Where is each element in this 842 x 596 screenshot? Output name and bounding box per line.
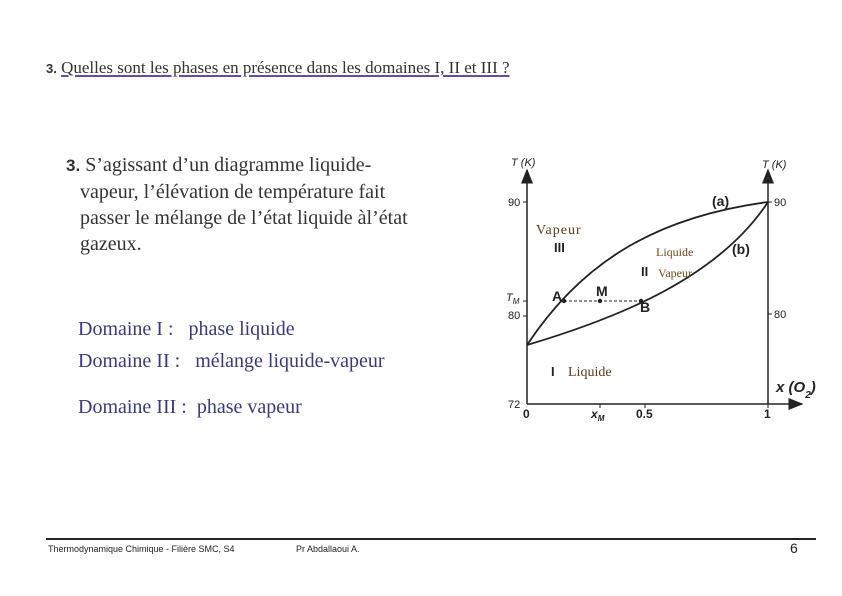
phase-diagram	[498, 148, 842, 438]
y-left-label: T (K)	[511, 157, 536, 169]
y-right-label: T (K)	[762, 159, 787, 171]
answer-line-3: passer le mélange de l’état liquide àl’état	[80, 207, 408, 229]
point-a-label: A	[552, 288, 563, 304]
tick-label-right-80: 80	[774, 309, 787, 321]
question-heading	[46, 58, 510, 78]
xm-label	[590, 407, 605, 423]
answer-line-1: S’agissant d’un diagramme liquide-	[85, 154, 372, 176]
liquide-vapeur-label-1: Liquide	[656, 245, 694, 259]
region-iii-label: III	[554, 240, 565, 255]
xm-letter: x	[591, 407, 598, 421]
liquide-label: Liquide	[568, 365, 612, 380]
footer-divider	[46, 538, 816, 540]
curve-a-label: (a)	[712, 193, 730, 209]
tick-label-right-90: 90	[774, 197, 787, 209]
page-number: 6	[790, 540, 798, 556]
answer-line-4: gazeux.	[80, 233, 142, 255]
tm-subscript: M	[512, 297, 520, 306]
region-i-label: I	[551, 364, 555, 379]
x-axis-text: x (O	[776, 379, 806, 396]
x-axis-close: )	[810, 379, 816, 396]
curve-b-label: (b)	[732, 241, 750, 257]
point-b-label: B	[640, 299, 651, 315]
tick-label-left-90: 90	[508, 197, 521, 209]
question-number: 3.	[46, 61, 57, 76]
x-axis-label	[775, 379, 816, 401]
answer-paragraph	[66, 152, 468, 257]
point-a-dot	[562, 299, 566, 303]
tick-label-72: 72	[508, 399, 521, 411]
tm-letter: T	[506, 292, 513, 304]
tick-label-left-80: 80	[508, 310, 521, 322]
vapeur-label: Vapeur	[536, 223, 582, 238]
domain-i-text: Domaine I : phase liquide	[78, 318, 295, 340]
tm-label	[506, 292, 520, 306]
answer-line-2: vapeur, l’élévation de température fait	[80, 181, 386, 203]
domain-iii-text: Domaine III : phase vapeur	[78, 396, 302, 418]
xm-subscript: M	[597, 414, 605, 423]
tick-label-x05: 0.5	[636, 407, 653, 421]
answer-number: 3.	[66, 156, 81, 175]
footer-author: Pr Abdallaoui A.	[296, 544, 360, 554]
liquide-vapeur-label-2: Vapeur	[658, 266, 692, 280]
question-text: Quelles sont les phases en présence dans les domaines I, II et III ?	[61, 58, 510, 77]
footer-course: Thermodynamique Chimique - Filière SMC, S4	[48, 544, 235, 554]
region-ii-label: II	[641, 264, 649, 279]
point-m-label: M	[596, 283, 608, 299]
tick-label-x0: 0	[523, 407, 530, 421]
domain-ii-text: Domaine II : mélange liquide-vapeur	[78, 350, 385, 372]
x-axis-subscript: 2	[805, 390, 811, 401]
point-m-dot	[598, 299, 602, 303]
tick-label-x1: 1	[764, 407, 771, 421]
